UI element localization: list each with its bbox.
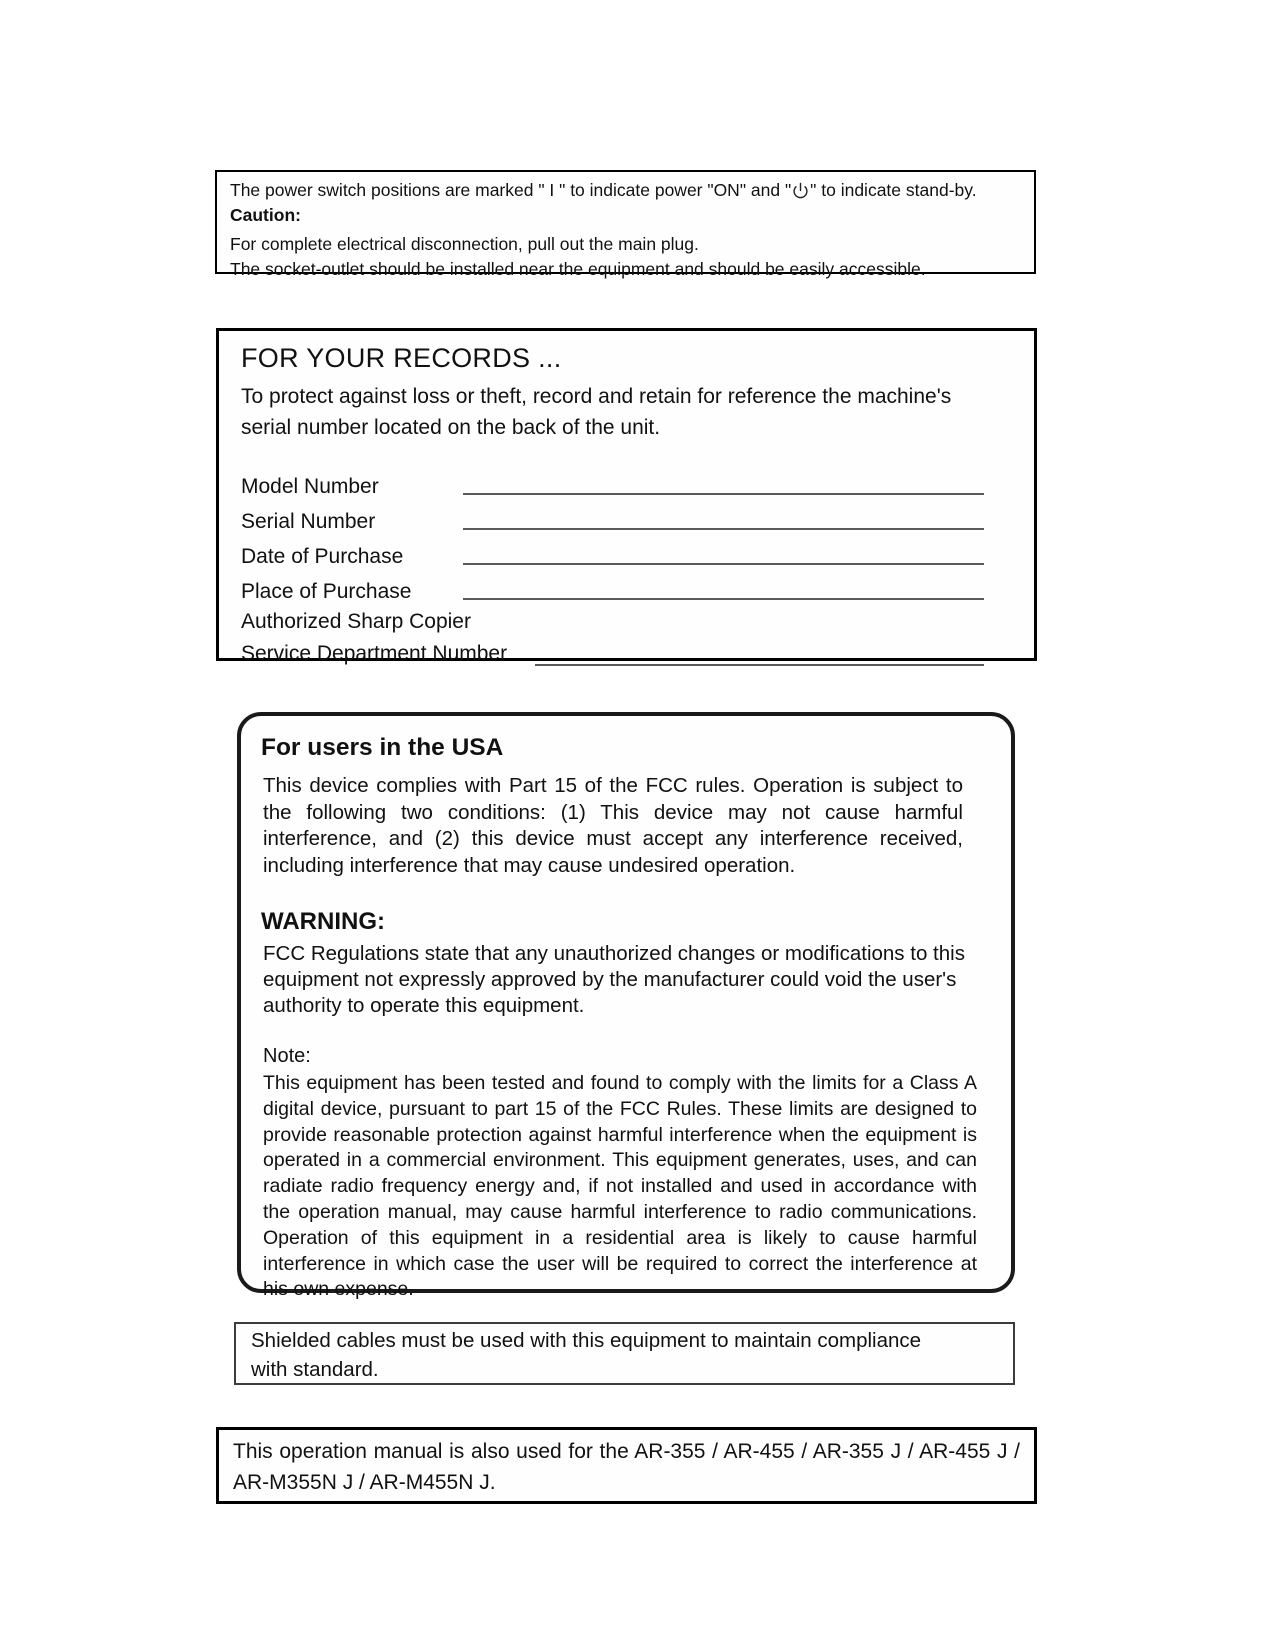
usa-warning-paragraph: FCC Regulations state that any unauthorized changes or modifications to this equipment not expressly approved by the manufacturer could void the user's authority to operate this equipment.	[263, 942, 965, 1017]
date-of-purchase-blank-line	[463, 539, 984, 565]
field-row-date-of-purchase	[241, 534, 1010, 569]
caution-label: Caution:	[230, 205, 301, 225]
power-notice-line2: For complete electrical disconnection, pull out the main plug.	[230, 234, 699, 254]
usa-notice-box	[237, 712, 1015, 1301]
date-of-purchase-label: Date of Purchase	[241, 545, 404, 568]
shielded-cables-text: Shielded cables must be used with this equipment to maintain compliance with standard.	[251, 1329, 922, 1381]
service-department-label-line1: Authorized Sharp Copier	[241, 610, 471, 633]
shielded-cables-box	[234, 1322, 1015, 1385]
records-title: FOR YOUR RECORDS ...	[241, 343, 562, 373]
field-row-service-department	[241, 604, 1010, 670]
model-number-blank-line	[463, 469, 984, 495]
usa-title: For users in the USA	[261, 734, 504, 761]
records-intro: To protect against loss or theft, record and retain for reference the machine's serial number located on the back of the unit.	[241, 385, 952, 439]
place-of-purchase-blank-line	[463, 574, 984, 600]
place-of-purchase-label: Place of Purchase	[241, 580, 412, 603]
power-notice-line1-suffix: " to indicate stand-by.	[810, 180, 977, 200]
records-fields	[241, 464, 1010, 670]
field-row-model-number	[241, 464, 1010, 499]
power-notice-box	[215, 170, 1036, 279]
model-number-label: Model Number	[241, 475, 379, 498]
usa-compliance-paragraph: This device complies with Part 15 of the FCC rules. Operation is subject to the following two conditions: (1) This device may not cause harmful interference, and (2) this device must accept any interference received, including interference that may cause undesired operation.	[263, 774, 963, 877]
power-standby-icon	[792, 182, 809, 199]
service-department-blank-line	[535, 640, 984, 666]
power-notice-line1-prefix: The power switch positions are marked " I " to indicate power "ON" and "	[230, 180, 792, 200]
records-box	[216, 328, 1037, 665]
service-department-label	[241, 606, 507, 670]
usa-note-title: Note:	[263, 1045, 311, 1067]
field-row-serial-number	[241, 499, 1010, 534]
power-notice-line1	[230, 178, 1021, 203]
usa-warning-title: WARNING:	[261, 908, 385, 935]
power-notice-line3: The socket-outlet should be installed near the equipment and should be easily accessible.	[230, 259, 926, 279]
service-department-label-line2: Service Department Number	[241, 642, 508, 665]
serial-number-blank-line	[463, 504, 984, 530]
model-list-box	[216, 1427, 1037, 1504]
field-row-place-of-purchase	[241, 569, 1010, 604]
serial-number-label: Serial Number	[241, 510, 376, 533]
model-list-text: This operation manual is also used for the AR-355 / AR-455 / AR-355 J / AR-455 J / AR-M355N J / AR-M455N J.	[233, 1440, 1020, 1494]
usa-note-paragraph: This equipment has been tested and found to comply with the limits for a Class A digital device, pursuant to part 15 of the FCC Rules. These limits are designed to provide reasonable protection against harmful interference when the equipment is operated in a commercial environment. This equipment generates, uses, and can radiate radio frequency energy and, if not installed and used in accordance with the operation manual, may cause harmful interference to radio communications. Operation of this equipment in a residential area is likely to cause harmful interference in which case the user will be required to correct the interference at his own expense.	[263, 1072, 977, 1301]
